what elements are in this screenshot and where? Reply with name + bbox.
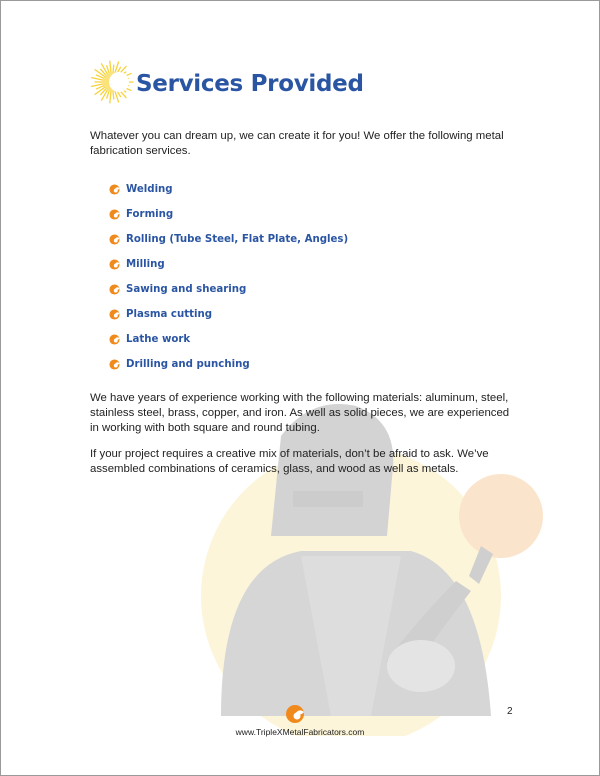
service-label: Plasma cutting bbox=[126, 309, 213, 320]
orange-swirl-bullet-icon bbox=[109, 259, 120, 270]
orange-swirl-bullet-icon bbox=[109, 234, 120, 245]
footer-logo-icon bbox=[285, 704, 305, 724]
materials-paragraph: We have years of experience working with the following materials: aluminum, steel, stainless steel, brass, copper, and iron. As well as solid pieces, we are experienced in working with both square and round tubing. bbox=[90, 392, 510, 435]
service-label: Forming bbox=[126, 209, 174, 220]
page-title: Services Provided bbox=[136, 71, 364, 97]
service-item bbox=[109, 202, 348, 227]
service-item bbox=[109, 227, 348, 252]
footer-url: www.TripleXMetalFabricators.com bbox=[235, 727, 365, 737]
service-item bbox=[109, 277, 348, 302]
services-list bbox=[109, 177, 348, 377]
orange-swirl-bullet-icon bbox=[109, 334, 120, 345]
orange-swirl-bullet-icon bbox=[109, 309, 120, 320]
orange-swirl-bullet-icon bbox=[109, 284, 120, 295]
service-item bbox=[109, 252, 348, 277]
sun-burst-icon bbox=[89, 59, 135, 105]
mixed-materials-paragraph: If your project requires a creative mix of materials, don’t be afraid to ask. We’ve assembled combinations of ceramics, glass, and wood as well as metals. bbox=[90, 448, 489, 476]
intro-paragraph: Whatever you can dream up, we can create it for you! We offer the following metal fabrication services. bbox=[90, 130, 504, 158]
service-item bbox=[109, 327, 348, 352]
service-label: Welding bbox=[126, 184, 173, 195]
service-label: Rolling (Tube Steel, Flat Plate, Angles) bbox=[126, 234, 349, 245]
service-label: Milling bbox=[126, 259, 165, 270]
orange-swirl-bullet-icon bbox=[109, 209, 120, 220]
service-label: Lathe work bbox=[126, 334, 191, 345]
service-item bbox=[109, 177, 348, 202]
service-item bbox=[109, 352, 348, 377]
service-label: Sawing and shearing bbox=[126, 284, 247, 295]
service-label: Drilling and punching bbox=[126, 359, 250, 370]
orange-swirl-bullet-icon bbox=[109, 184, 120, 195]
orange-swirl-bullet-icon bbox=[109, 359, 120, 370]
service-item bbox=[109, 302, 348, 327]
page-number: 2 bbox=[507, 706, 513, 717]
